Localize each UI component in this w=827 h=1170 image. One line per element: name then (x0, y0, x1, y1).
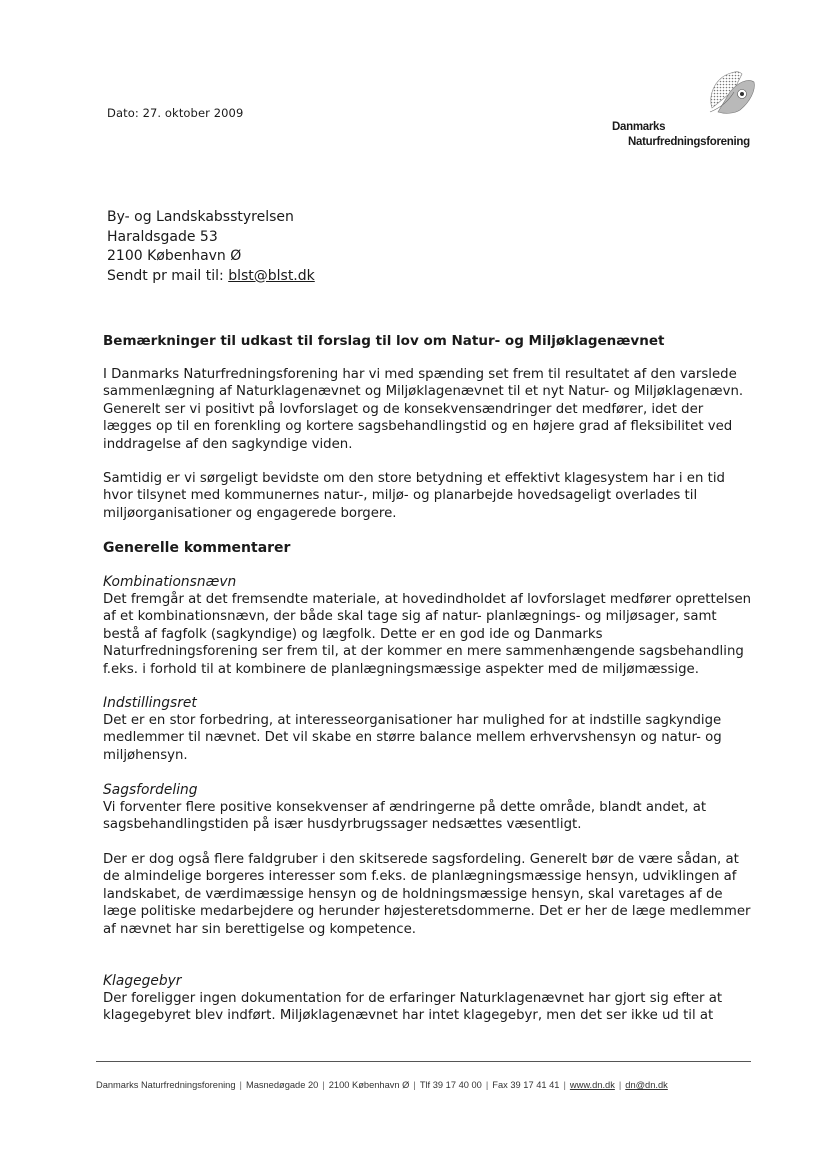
letter-title: Bemærkninger til udkast til forslag til lov om Natur- og Miljøklagenævnet (103, 333, 665, 349)
footer-city: 2100 København Ø (328, 1080, 410, 1090)
footer-street: Masnedøgade 20 (245, 1080, 319, 1090)
text-sagsfordeling-2: Der er dog også flere faldgruber i den skitserede sagsfordeling. Generelt bør de være sådan, at de almindelige borgeres interesser som f.eks. de planlægningsmæssige hensyn, udviklingen af landskabet, de værdimæssige hensyn og de holdningsmæssige hensyn, skal varetages af de læge politiske medarbejdere og herunder højesteretsdommerne. Det er her de læge medlemmer af nævnet har sin berettigelse og kompetence. (103, 852, 751, 937)
footer-web-link[interactable]: www.dn.dk (569, 1080, 615, 1090)
intro-text-2: Samtidig er vi sørgeligt bevidste om den store betydning et effektivt klagesystem har i en tid hvor tilsynet med kommunernes natur-, miljø- og planarbejde hovedsageligt overlades til miljøorganisationer og engagerede borgere. (103, 471, 725, 521)
intro-paragraph-1 (103, 366, 753, 453)
recipient-line3: 2100 København Ø (107, 248, 242, 264)
organization-logo (612, 68, 762, 153)
letter-date: Dato: 27. oktober 2009 (107, 106, 244, 120)
subheading-sagsfordeling: Sagsfordeling (103, 782, 198, 798)
text-klagegebyr: Der foreligger ingen dokumentation for de erfaringer Naturklagenævnet har gjort sig efter at klagegebyret blev indført. Miljøklagenævnet har intet klagegebyr, men det ser ikke ud til at (103, 991, 723, 1024)
footer-fax: Fax 39 17 41 41 (492, 1080, 560, 1090)
recipient-address (107, 208, 315, 286)
footer-divider (96, 1061, 751, 1062)
section-heading: Generelle kommentarer (103, 540, 291, 556)
subheading-indstillingsret: Indstillingsret (103, 695, 197, 711)
footer-phone: Tlf 39 17 40 00 (419, 1080, 482, 1090)
text-indstillingsret: Det er en stor forbedring, at interesseorganisationer har mulighed for at indstille sagkyndige medlemmer til nævnet. Det vil skabe en større balance mellem erhvervshensyn og natur- og miljøhensyn. (103, 713, 722, 763)
recipient-line1: By- og Landskabsstyrelsen (107, 209, 294, 225)
footer: Danmarks Naturfredningsforening | Masnedøgade 20 | 2100 København Ø | Tlf 39 17 40 00 | Fax 39 17 41 41 | www.dn.dk | dn@dn.dk (96, 1080, 668, 1090)
intro-paragraph-2 (103, 470, 753, 522)
text-sagsfordeling: Vi forventer flere positive konsekvenser af ændringerne på dette område, blandt andet, at sagsbehandlingstiden på især husdyrbrugssager nedsættes væsentligt. (103, 800, 707, 833)
recipient-email-line (107, 267, 315, 287)
recipient-email-link[interactable]: blst@blst.dk (228, 267, 315, 284)
logo-text-line2: Naturfredningsforening (628, 136, 750, 148)
email-prefix: Sendt pr mail til: (107, 267, 229, 284)
intro-text-1: I Danmarks Naturfredningsforening har vi med spænding set frem til resultatet af den varslede sammenlægning af Naturklagenævnet og Miljøklagenævnet til et nyt Natur- og Miljøklagenævn. Generelt ser vi positivt på lovforslaget og de konsekvensændringer det medfører, idet der lægges op til en forenkling og kortere sagsbehandlingstid og en højere grad af fleksibilitet ved inddragelse af den sagkyndige viden. (103, 367, 744, 452)
butterfly-icon (704, 68, 756, 120)
section-indstillingsret (103, 694, 753, 764)
footer-email-link[interactable]: dn@dn.dk (625, 1080, 668, 1090)
section-sagsfordeling (103, 781, 753, 834)
text-kombinationsnaevn: Det fremgår at det fremsendte materiale, at hovedindholdet af lovforslaget medfører oprettelsen af et kombinationsnævn, der både skal tage sig af natur- planlægnings- og miljøsager, samt bestå af fagfolk (sagkyndige) og lægfolk. Dette er en god ide og Danmarks Naturfredningsforening ser frem til, at der kommer en mere sammenhængende sagsbehandling f.eks. i forhold til at kombinere de planlægningsmæssige aspekter med de miljømæssige. (103, 592, 752, 677)
section-kombinationsnaevn (103, 573, 753, 678)
subheading-klagegebyr: Klagegebyr (103, 973, 182, 989)
section-sagsfordeling-cont (103, 851, 753, 938)
recipient-line2: Haraldsgade 53 (107, 228, 218, 245)
logo-text-line1: Danmarks (612, 121, 666, 133)
subheading-kombinationsnaevn: Kombinationsnævn (103, 574, 237, 590)
footer-org: Danmarks Naturfredningsforening (96, 1080, 236, 1090)
section-klagegebyr (103, 972, 753, 1025)
